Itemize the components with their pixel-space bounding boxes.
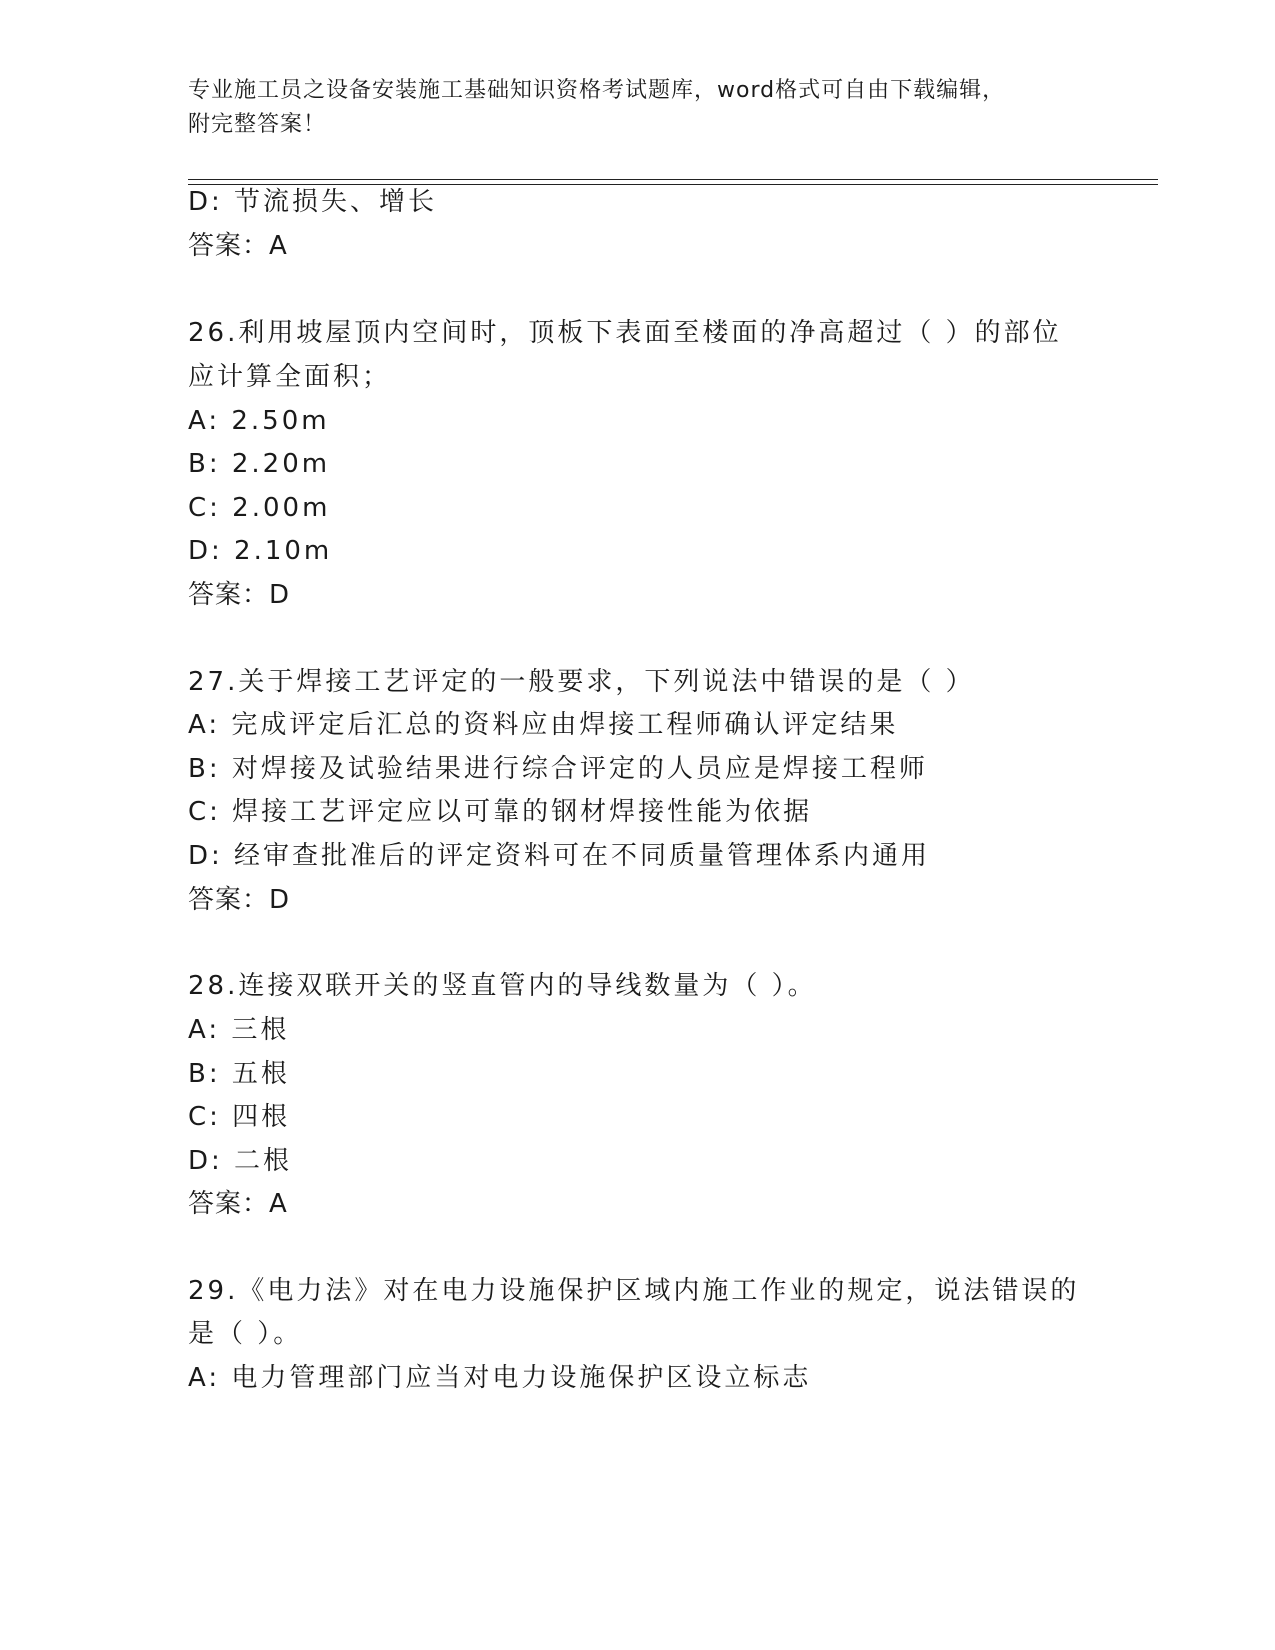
q29-option-a: A: 电力管理部门应当对电力设施保护区设立标志 — [188, 1363, 812, 1393]
header-line-2: 附完整答案！ — [188, 112, 327, 137]
header-line-1: 专业施工员之设备安装施工基础知识资格考试题库，word格式可自由下载编辑， — [188, 78, 1006, 103]
q25-option-d: D: 节流损失、增长 — [188, 187, 438, 217]
q27-option-b: B: 对焊接及试验结果进行综合评定的人员应是焊接工程师 — [188, 754, 928, 784]
q28-stem: 28.连接双联开关的竖直管内的导线数量为（ ）。 — [188, 971, 817, 1001]
q26-stem-line-1: 26.利用坡屋顶内空间时，顶板下表面至楼面的净高超过（ ）的部位 — [188, 318, 1062, 348]
q28-option-a: A: 三根 — [188, 1015, 290, 1045]
q29-stem-line-1: 29.《电力法》对在电力设施保护区域内施工作业的规定，说法错误的 — [188, 1276, 1080, 1306]
header-divider-top — [188, 179, 1158, 180]
q28-option-c: C: 四根 — [188, 1102, 291, 1132]
q27-option-a: A: 完成评定后汇总的资料应由焊接工程师确认评定结果 — [188, 710, 899, 740]
q28-option-b: B: 五根 — [188, 1059, 290, 1089]
document-header — [188, 74, 1088, 142]
q26-stem-line-2: 应计算全面积； — [188, 362, 392, 392]
q26-option-c: C: 2.00m — [188, 493, 331, 523]
q26-option-a: A: 2.50m — [188, 406, 330, 436]
q27-option-d: D: 经审查批准后的评定资料可在不同质量管理体系内通用 — [188, 841, 931, 871]
q25-answer: 答案：A — [188, 231, 288, 261]
q27-option-c: C: 焊接工艺评定应以可靠的钢材焊接性能为依据 — [188, 797, 813, 827]
q28-answer: 答案：A — [188, 1189, 288, 1219]
q26-answer: 答案：D — [188, 580, 291, 610]
q29-stem-line-2: 是（ ）。 — [188, 1319, 303, 1349]
q28-option-d: D: 二根 — [188, 1146, 293, 1176]
q26-option-d: D: 2.10m — [188, 536, 333, 566]
q27-answer: 答案：D — [188, 885, 291, 915]
q26-option-b: B: 2.20m — [188, 449, 331, 479]
q27-stem: 27.关于焊接工艺评定的一般要求，下列说法中错误的是（ ） — [188, 667, 975, 697]
